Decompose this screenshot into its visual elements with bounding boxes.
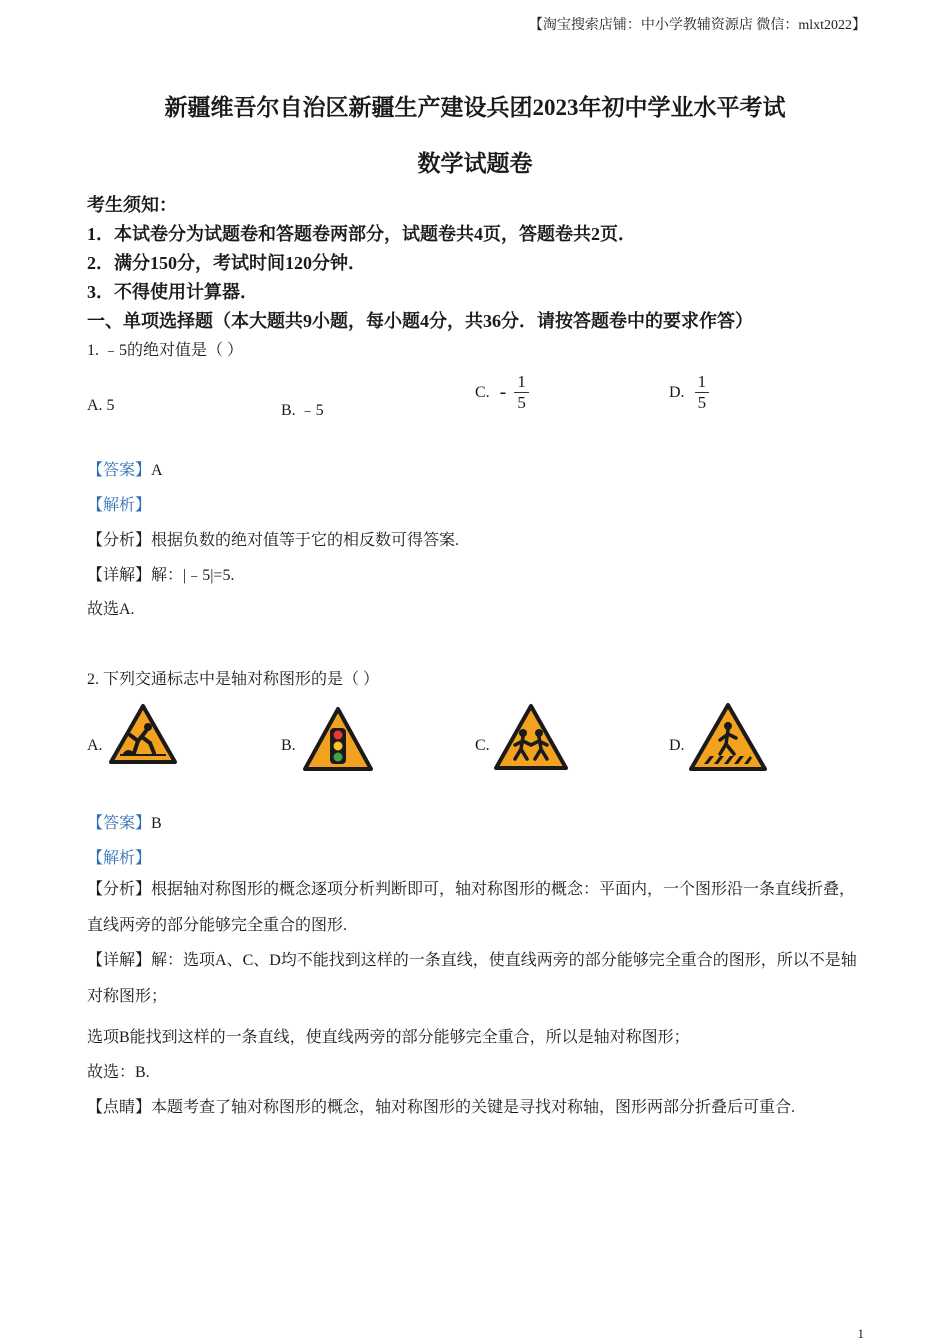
q1-xiangjie [87, 562, 234, 585]
q1-option-a: A. 5 [87, 397, 115, 414]
q1-option-c-numerator: 1 [514, 372, 529, 393]
q1-option-d-numerator: 1 [695, 372, 710, 393]
q2-conclusion: 故选：B. [87, 1064, 150, 1081]
q2-answer-value: B [151, 815, 162, 832]
q2-answer-tag: 【答案】 [87, 815, 152, 832]
q1-fenxi [87, 527, 459, 550]
header-note: 【淘宝搜索店铺：中小学教辅资源店 微信：mlxt2022】 [528, 18, 866, 33]
q1-option-c-fraction [514, 372, 529, 413]
exam-title: 新疆维吾尔自治区新疆生产建设兵团2023年初中学业水平考试 [164, 95, 786, 120]
q2-option-d-label: D. [669, 737, 685, 754]
q1-option-c-label: C. [475, 383, 490, 401]
road-work-sign-icon [108, 703, 178, 770]
q1-answer-tag: 【答案】 [87, 462, 152, 479]
q1-fenxi-text: 根据负数的绝对值等于它的相反数可得答案. [151, 532, 460, 549]
q1-answer [87, 457, 163, 480]
q1-xiangjie-text: 解：|﹣5|=5. [151, 567, 235, 584]
q2-xiangjie [87, 943, 867, 1015]
traffic-light-sign-icon [302, 706, 374, 777]
section1-heading: 一、单项选择题（本大题共9小题，每小题4分，共36分．请按答题卷中的要求作答） [87, 311, 753, 331]
notice-item-1: 1．本试卷分为试题卷和答题卷两部分，试题卷共4页，答题卷共2页． [87, 224, 636, 244]
q1-option-b: B. ﹣5 [281, 402, 324, 419]
q2-fenxi-tag: 【分析】 [87, 881, 152, 898]
q2-fenxi [87, 872, 867, 944]
q2-option-a-label: A. [87, 737, 103, 754]
page-number: 1 [857, 1326, 864, 1341]
q1-option-d-label: D. [669, 383, 685, 401]
q2-answer [87, 810, 162, 833]
q1-answer-value: A [151, 462, 163, 479]
notice-item-3: 3．不得使用计算器． [87, 282, 258, 302]
q1-option-d-fraction [695, 372, 710, 413]
q2-option-b-label: B. [281, 737, 296, 754]
q2-dianjing-text: 本题考查了轴对称图形的概念，轴对称图形的关键是寻找对称轴，图形两部分折叠后可重合. [151, 1099, 796, 1116]
q2-stem: 2. 下列交通标志中是轴对称图形的是（ ） [87, 671, 380, 688]
q1-xiangjie-tag: 【详解】 [87, 567, 152, 584]
notice-heading: 考生须知： [87, 195, 177, 215]
exam-subtitle: 数学试题卷 [417, 151, 533, 176]
q1-option-d [669, 372, 709, 413]
q1-stem: 1. ﹣5的绝对值是（ ） [87, 342, 244, 359]
q1-option-c-minus: - [499, 381, 507, 403]
q2-option-c-label: C. [475, 737, 490, 754]
q1-option-c [475, 372, 529, 413]
q2-xiangjie-2: 选项B能找到这样的一条直线，使直线两旁的部分能够完全重合，所以是轴对称图形； [87, 1029, 690, 1046]
pedestrian-crossing-sign-icon [688, 702, 768, 777]
q1-fenxi-tag: 【分析】 [87, 532, 152, 549]
q1-analysis-tag: 【解析】 [87, 497, 152, 514]
q1-option-d-denominator: 5 [697, 393, 707, 412]
q2-dianjing-tag: 【点睛】 [87, 1099, 152, 1116]
q1-conclusion: 故选A. [87, 601, 135, 618]
q1-option-c-denominator: 5 [517, 393, 526, 412]
q2-analysis-tag: 【解析】 [87, 850, 152, 867]
q2-dianjing [87, 1094, 795, 1117]
q2-xiangjie-text: 解：选项A、C、D均不能找到这样的一条直线，使直线两旁的部分能够完全重合的图形，所以不是轴对称图形； [87, 952, 857, 1005]
q2-fenxi-text: 根据轴对称图形的概念逐项分析判断即可，轴对称图形的概念：平面内，一个图形沿一条直线折叠，直线两旁的部分能够完全重合的图形. [87, 881, 856, 934]
notice-item-2: 2．满分150分，考试时间120分钟． [87, 253, 366, 273]
children-crossing-sign-icon [493, 703, 569, 776]
q2-xiangjie-tag: 【详解】 [87, 952, 152, 969]
